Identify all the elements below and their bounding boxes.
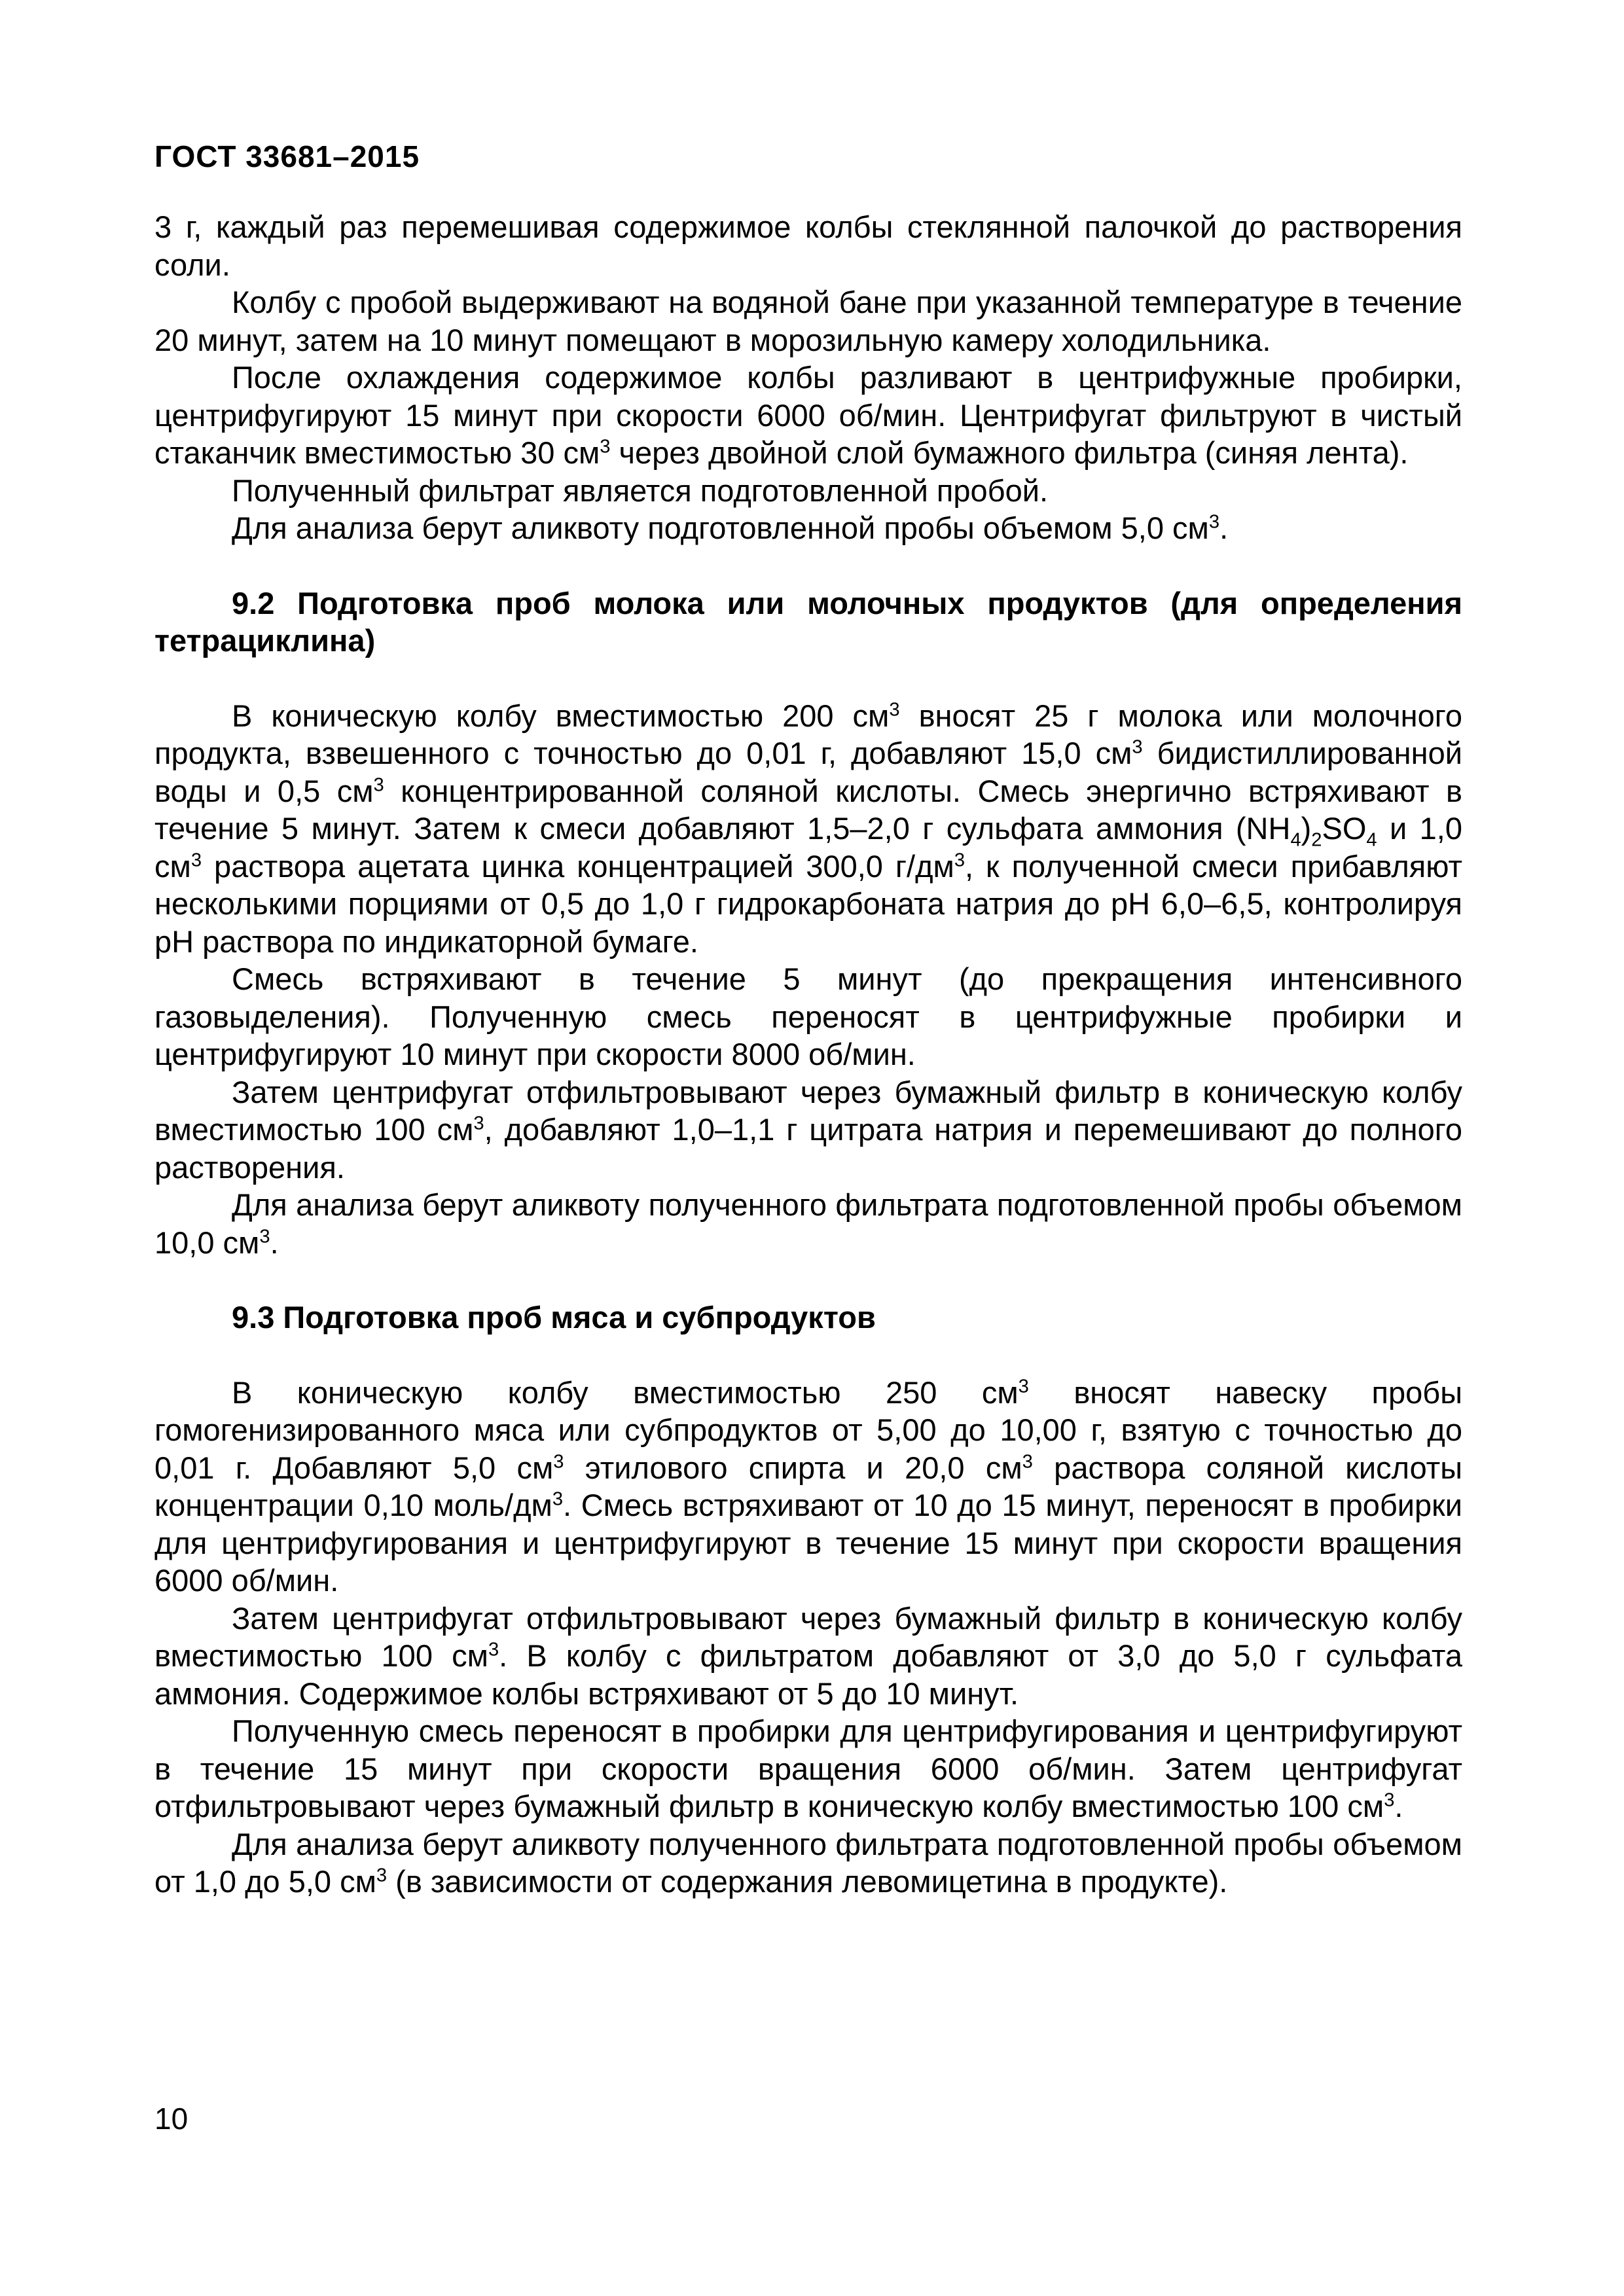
spacer: [154, 1336, 1462, 1374]
superscript: 3: [373, 774, 384, 795]
paragraph: [154, 697, 1462, 961]
text-run: Затем центрифугат отфильтровывают через бумажный фильтр в коническую колбу вместимостью 100 см: [154, 1074, 1462, 1147]
paragraph: [154, 1374, 1462, 1600]
text-run: В коническую колбу вместимостью 200 см: [232, 698, 890, 733]
text-run: Для анализа берут аликвоту подготовленной пробы объемом 5,0 см: [232, 511, 1209, 545]
text-run: Полученный фильтрат является подготовленной пробой.: [232, 473, 1049, 508]
superscript: 3: [600, 436, 611, 457]
text-run: После охлаждения содержимое колбы разливают в центрифужные пробирки, центрифугируют 15 минут при скорости 6000 об/мин. Центрифугат фильтруют в чистый стаканчик вместимостью 30 см: [154, 360, 1462, 470]
paragraph: [154, 1712, 1462, 1825]
text-run: SO: [1322, 811, 1367, 846]
paragraph: [154, 472, 1462, 510]
text-run: и 1,0 см: [154, 811, 1462, 884]
text-run: концентрированной соляной кислоты. Смесь энергично встряхивают в течение 5 минут. Затем к смеси добавляют 1,5–2,0 г сульфата аммония (NH: [154, 773, 1462, 846]
document-body: [154, 208, 1462, 1901]
text-run: бидистиллированной воды и 0,5 см: [154, 736, 1462, 808]
paragraph: [154, 1825, 1462, 1901]
text-run: ): [1301, 811, 1312, 846]
subscript: 4: [1290, 829, 1301, 851]
superscript: 3: [1018, 1375, 1029, 1397]
paragraph: [154, 208, 1462, 283]
paragraph: [154, 359, 1462, 472]
superscript: 3: [1384, 1789, 1395, 1811]
text-run: Для анализа берут аликвоту полученного фильтрата подготовленной пробы объемом от 1,0 до 5,0 см: [154, 1826, 1462, 1899]
paragraph: [154, 1186, 1462, 1261]
superscript: 3: [1022, 1450, 1033, 1472]
text-run: этилового спирта и 20,0 см: [564, 1450, 1022, 1485]
text-run: , добавляют 1,0–1,1 г цитрата натрия и перемешивают до полного растворения.: [154, 1112, 1463, 1185]
text-run: . В колбу с фильтратом добавляют от 3,0 до 5,0 г сульфата аммония. Содержимое колбы встряхивают от 5 до 10 минут.: [154, 1638, 1463, 1711]
text-run: (в зависимости от содержания левомицетина в продукте).: [387, 1864, 1228, 1899]
text-run: .: [1394, 1789, 1403, 1823]
superscript: 3: [376, 1865, 388, 1886]
text-run: . Смесь встряхивают от 10 до 15 минут, переносят в пробирки для центрифугирования и центрифугируют в течение 15 минут при скорости вращения 6000 об/мин.: [154, 1488, 1462, 1598]
document-header: ГОСТ 33681–2015: [154, 139, 420, 173]
superscript: 3: [1208, 511, 1220, 533]
superscript: 3: [190, 849, 202, 870]
superscript: 3: [1132, 736, 1143, 758]
text-run: Смесь встряхивают в течение 5 минут (до прекращения интенсивного газовыделения). Полученную смесь переносят в центрифужные пробирки и центрифугируют 10 минут при скорости 8000 об/мин.: [154, 961, 1462, 1071]
text-run: Для анализа берут аликвоту полученного фильтрата подготовленной пробы объемом 10,0 см: [154, 1187, 1462, 1260]
paragraph: [154, 960, 1462, 1073]
paragraph: [154, 283, 1462, 359]
superscript: 3: [473, 1113, 484, 1134]
subscript: 4: [1366, 829, 1377, 851]
text-run: .: [270, 1225, 279, 1260]
text-run: Затем центрифугат отфильтровывают через бумажный фильтр в коническую колбу вместимостью 100 см: [154, 1600, 1462, 1673]
text-run: раствора ацетата цинка концентрацией 300,0 г/дм: [202, 848, 954, 884]
superscript: 3: [552, 1488, 564, 1510]
text-run: В коническую колбу вместимостью 250 см: [232, 1374, 1019, 1410]
superscript: 3: [889, 698, 900, 720]
section-heading-9-3: 9.3 Подготовка проб мяса и субпродуктов: [232, 1300, 876, 1335]
text-run: Полученную смесь переносят в пробирки для центрифугирования и центрифугируют в течение 15 минут при скорости вращения 6000 об/мин. Затем центрифугат отфильтровывают через бумажный фильтр в коническую колбу вместимостью 100 см: [154, 1713, 1462, 1823]
paragraph: [154, 509, 1462, 547]
text-run: Колбу с пробой выдерживают на водяной бане при указанной температуре в течение 20 минут, затем на 10 минут помещают в морозильную камеру холодильника.: [154, 285, 1462, 357]
text-run: , к полученной смеси прибавляют несколькими порциями от 0,5 до 1,0 г гидрокарбоната натрия до pH 6,0–6,5, контролируя pH раствора по индикаторной бумаге.: [154, 848, 1462, 959]
text-run: 3 г, каждый раз перемешивая содержимое колбы стеклянной палочкой до растворения соли.: [154, 209, 1462, 282]
paragraph: [154, 1600, 1462, 1713]
page-number: 10: [154, 2102, 189, 2136]
section-heading-9-2: 9.2 Подготовка проб молока или молочных продуктов (для определения тетрациклина): [154, 585, 1462, 658]
spacer: [154, 1261, 1462, 1299]
text-run: вносят 25 г молока или молочного продукта, взвешенного с точностью до 0,01 г, добавляют 15,0 см: [154, 698, 1463, 770]
spacer: [154, 660, 1462, 697]
paragraph: [154, 1073, 1462, 1187]
superscript: 3: [488, 1639, 499, 1660]
text-run: через двойной слой бумажного фильтра (синяя лента).: [610, 435, 1409, 470]
text-run: .: [1219, 511, 1229, 545]
subscript: 2: [1311, 829, 1322, 851]
text-run: вносят навеску пробы гомогенизированного мяса или субпродуктов от 5,00 до 10,00 г, взятую с точностью до 0,01 г. Добавляют 5,0 см: [154, 1374, 1462, 1485]
superscript: 3: [553, 1450, 564, 1472]
superscript: 3: [259, 1225, 270, 1247]
text-run: раствора соляной кислоты концентрации 0,10 моль/дм: [154, 1450, 1462, 1522]
superscript: 3: [954, 849, 965, 870]
spacer: [154, 547, 1462, 584]
